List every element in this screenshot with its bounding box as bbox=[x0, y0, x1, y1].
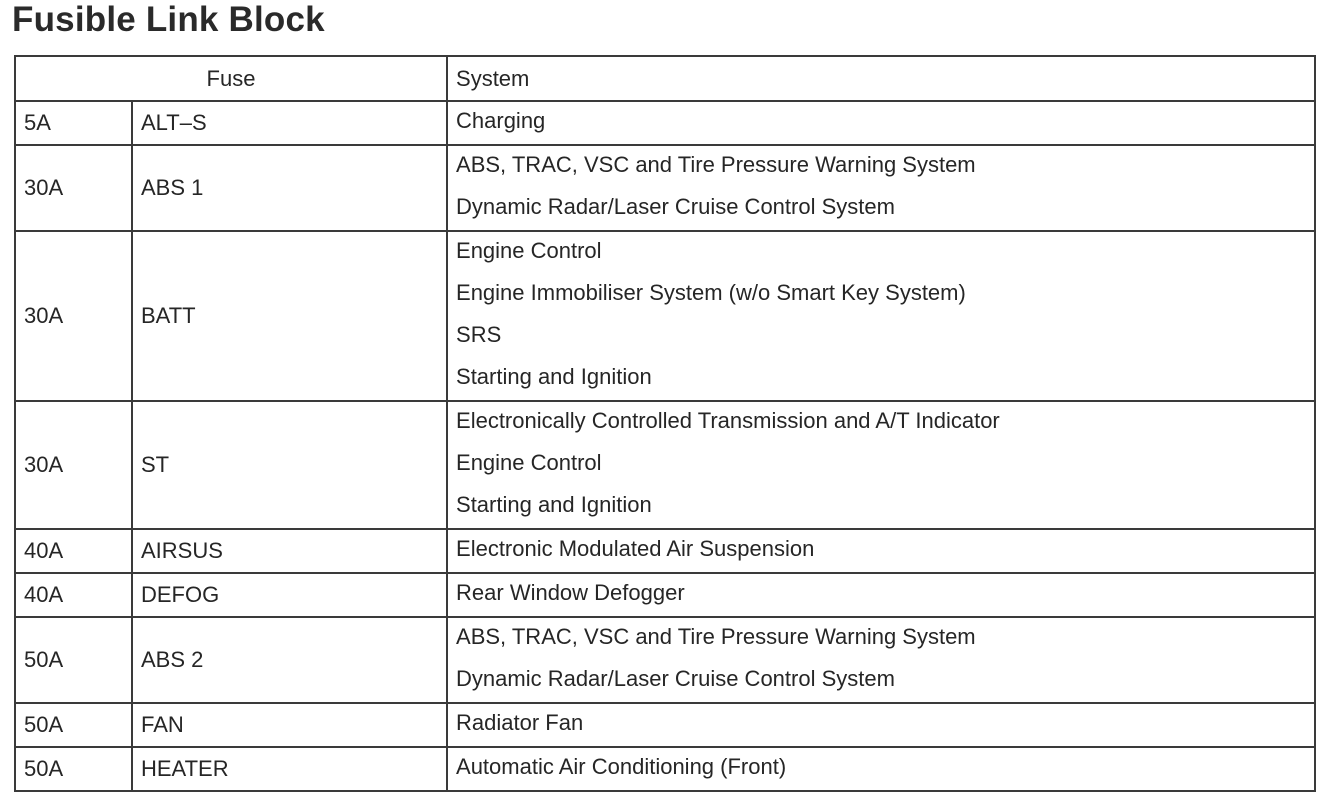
system-cell bbox=[447, 401, 1315, 529]
table-row bbox=[15, 401, 1315, 529]
fuse-amperage-cell: 30A bbox=[15, 401, 132, 529]
fuse-name-cell: ST bbox=[132, 401, 447, 529]
system-entry: Electronic Modulated Air Suspension bbox=[456, 536, 815, 561]
system-entry: Automatic Air Conditioning (Front) bbox=[456, 754, 787, 779]
system-entry: Engine Immobiliser System (w/o Smart Key System) bbox=[456, 280, 966, 305]
fuse-name-cell: BATT bbox=[132, 231, 447, 401]
fuse-name-cell: ABS 1 bbox=[132, 145, 447, 231]
table-header bbox=[15, 56, 1315, 101]
fuse-amperage-cell: 50A bbox=[15, 747, 132, 791]
system-entry: Engine Control bbox=[456, 238, 602, 263]
table-body bbox=[15, 101, 1315, 791]
system-cell bbox=[447, 145, 1315, 231]
system-entry: ABS, TRAC, VSC and Tire Pressure Warning System bbox=[456, 624, 976, 649]
table-row bbox=[15, 573, 1315, 617]
system-cell bbox=[447, 101, 1315, 145]
system-entry: Dynamic Radar/Laser Cruise Control System bbox=[456, 194, 895, 219]
fuse-amperage-cell: 30A bbox=[15, 145, 132, 231]
system-entry: Electronically Controlled Transmission and A/T Indicator bbox=[456, 408, 1000, 433]
header-row bbox=[15, 56, 1315, 101]
system-entry: Rear Window Defogger bbox=[456, 580, 685, 605]
system-cell bbox=[447, 231, 1315, 401]
fuse-amperage-cell: 30A bbox=[15, 231, 132, 401]
system-entry: Dynamic Radar/Laser Cruise Control System bbox=[456, 666, 895, 691]
system-cell bbox=[447, 573, 1315, 617]
table-row bbox=[15, 747, 1315, 791]
system-entry: SRS bbox=[456, 322, 502, 347]
table-row bbox=[15, 703, 1315, 747]
system-entry: Starting and Ignition bbox=[456, 492, 652, 517]
fuse-name-cell: DEFOG bbox=[132, 573, 447, 617]
fuse-amperage-cell: 40A bbox=[15, 573, 132, 617]
fuse-amperage-cell: 5A bbox=[15, 101, 132, 145]
table-row bbox=[15, 231, 1315, 401]
fusible-link-table bbox=[14, 55, 1316, 792]
fuse-column-header: Fuse bbox=[15, 56, 447, 101]
system-cell bbox=[447, 703, 1315, 747]
fuse-amperage-cell: 50A bbox=[15, 617, 132, 703]
system-cell bbox=[447, 529, 1315, 573]
system-entry: Charging bbox=[456, 108, 546, 133]
page-title: Fusible Link Block bbox=[12, 0, 325, 39]
system-entry: Engine Control bbox=[456, 450, 602, 475]
system-cell bbox=[447, 747, 1315, 791]
system-entry: ABS, TRAC, VSC and Tire Pressure Warning System bbox=[456, 152, 976, 177]
system-entry: Starting and Ignition bbox=[456, 364, 652, 389]
table-row bbox=[15, 617, 1315, 703]
fuse-amperage-cell: 40A bbox=[15, 529, 132, 573]
fuse-amperage-cell: 50A bbox=[15, 703, 132, 747]
fuse-name-cell: ABS 2 bbox=[132, 617, 447, 703]
system-entry: Radiator Fan bbox=[456, 710, 584, 735]
table-row bbox=[15, 101, 1315, 145]
fuse-name-cell: FAN bbox=[132, 703, 447, 747]
system-cell bbox=[447, 617, 1315, 703]
system-column-header: System bbox=[447, 56, 1315, 101]
fuse-name-cell: AIRSUS bbox=[132, 529, 447, 573]
fuse-name-cell: ALT–S bbox=[132, 101, 447, 145]
fuse-name-cell: HEATER bbox=[132, 747, 447, 791]
table-row bbox=[15, 145, 1315, 231]
table-row bbox=[15, 529, 1315, 573]
